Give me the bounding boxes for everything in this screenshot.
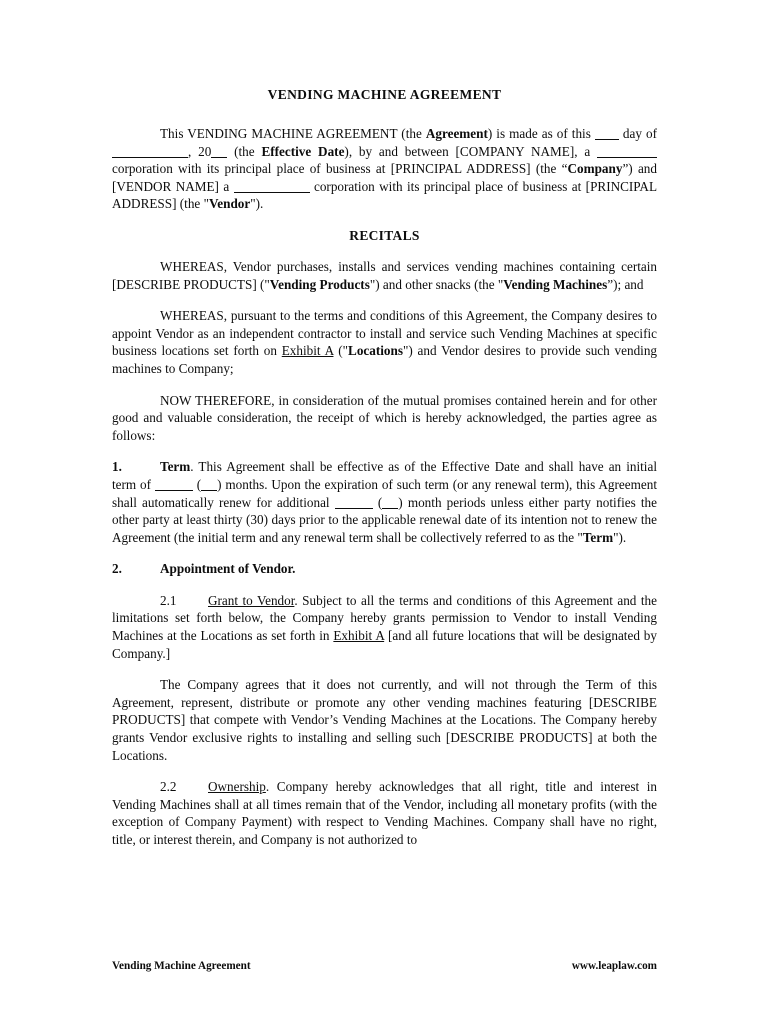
section-1-text-c: ) months. Upon the expiration of such term (or any renewal term), this Agreement shall automatically renew for additional xyxy=(112,476,657,510)
recital-2-tail: ") and Vendor desires to provide such vending machines to Company; xyxy=(112,343,658,376)
preamble-after-agreement: ) is made as of this xyxy=(487,126,595,141)
preamble-after-company: ”) and [VENDOR NAME] a xyxy=(112,161,657,194)
recitals-heading: RECITALS xyxy=(349,227,420,243)
preamble-lead: This VENDING MACHINE AGREEMENT (the xyxy=(160,126,426,141)
section-2-1-heading: Grant to Vendor xyxy=(208,592,295,608)
defined-term-vending-products: Vending Products xyxy=(269,276,370,292)
footer-website[interactable]: www.leaplaw.com xyxy=(571,960,657,972)
exhibit-a-reference[interactable]: Exhibit A xyxy=(281,343,334,359)
blank-renewal-term-field[interactable] xyxy=(335,508,373,509)
page-footer xyxy=(112,960,657,972)
footer-document-name: Vending Machine Agreement xyxy=(112,960,251,972)
now-therefore-tail: , in consideration of the mutual promises contained herein and for other good and valuable consideration, the receipt of which is hereby acknowledged, the parties agree as follows: xyxy=(112,392,657,443)
section-2-2-text-a: . Company hereby acknowledges that all right, title and interest in Vending Machines shall at all times remain that of the Vendor, including all monetary profits (with the exception of Company Payment) with respect to Vending Machines. Company shall have no right, title, or interest therein, and Company is not authorized to xyxy=(112,779,657,847)
defined-term-effective-date: Effective Date xyxy=(261,143,345,159)
blank-year-field[interactable] xyxy=(211,157,227,158)
section-1-text-f: "). xyxy=(613,529,627,545)
preamble-after-blank5: corporation with its principal place of business at [PRINCIPAL ADDRESS] (the " xyxy=(112,178,658,212)
section-1-number: 1. xyxy=(112,459,122,475)
blank-vendor-state-field[interactable] xyxy=(234,192,310,193)
section-2-1-text-a: . Subject to all the terms and conditions of this Agreement and the limitations set forth below, the Company hereby grants permission to Vendor to install Vending Machines at the Locations as set forth in xyxy=(112,592,658,644)
recital-paragraph-2 xyxy=(112,307,657,377)
defined-term-locations: Locations xyxy=(348,343,403,359)
blank-month-field[interactable] xyxy=(112,157,188,158)
blank-initial-term-field[interactable] xyxy=(155,490,193,491)
section-2-number: 2. xyxy=(112,561,122,577)
exclusivity-paragraph: The Company agrees that it does not currently, and will not through the Term of this Agreement, represent, distribute or promote any other vending machines featuring [DESCRIBE PRODUCTS] that compete with Vendor’s Vending Machines at the Locations. The Company hereby grants Vendor exclusive rights to installing and selling such [DESCRIBE PRODUCTS] at both the Locations. xyxy=(112,677,657,763)
section-2-2-number: 2.2 xyxy=(160,779,177,795)
recital-1-tail: ”); and xyxy=(607,276,644,292)
blank-company-state-field[interactable] xyxy=(597,157,657,158)
page-title: VENDING MACHINE AGREEMENT xyxy=(267,87,502,102)
preamble-after-vendor: "). xyxy=(250,196,264,212)
blank-initial-term-numeral-field[interactable] xyxy=(201,490,217,491)
preamble-after-blank1: day of xyxy=(618,126,657,141)
recital-2-middle: (" xyxy=(333,343,349,359)
blank-day-field[interactable] xyxy=(595,139,619,140)
section-1-term xyxy=(112,458,657,546)
blank-renewal-term-numeral-field[interactable] xyxy=(382,508,398,509)
now-therefore-lead: NOW THEREFORE xyxy=(160,392,272,408)
recital-1-lead: WHEREAS, Vendor purchases, installs and services vending machines containing certain [DESCRIBE PRODUCTS] (" xyxy=(112,258,657,292)
preamble-paragraph xyxy=(112,125,657,213)
section-2-2-ownership xyxy=(112,778,657,848)
section-2-1-text-b: [and all future locations that will be designated by Company.] xyxy=(112,628,657,661)
defined-term-agreement: Agreement xyxy=(425,126,488,141)
preamble-after-blank2: , 20 xyxy=(188,143,212,159)
section-1-text-b: ( xyxy=(192,476,202,492)
preamble-after-effective-date: ), by and between [COMPANY NAME], a xyxy=(344,143,597,159)
document-body xyxy=(112,86,657,863)
now-therefore-paragraph xyxy=(112,392,657,445)
defined-term-vending-machines: Vending Machines xyxy=(503,276,608,292)
section-2-1-number: 2.1 xyxy=(160,592,177,608)
section-2-1-grant xyxy=(112,592,657,662)
exhibit-a-reference-2[interactable]: Exhibit A xyxy=(333,628,385,644)
section-1-text-e: ) month periods unless either party notifies the other party at least thirty (30) days prior to the applicable renewal date of its intention not to renew the Agreement (the initial term and any renewal term shall be collectively referred to as the " xyxy=(112,494,657,545)
recital-1-middle: ") and other snacks (the " xyxy=(369,276,504,292)
defined-term-term: Term xyxy=(582,529,614,545)
defined-term-vendor: Vendor xyxy=(208,196,251,212)
preamble-after-blank4: corporation with its principal place of business at [PRINCIPAL ADDRESS] (the “ xyxy=(112,161,568,177)
recital-paragraph-1 xyxy=(112,258,657,293)
recital-2-lead: WHEREAS, pursuant to the terms and conditions of this Agreement, the Company desires to appoint Vendor as an independent contractor to install and service such Vending Machines at specific business locations set forth on xyxy=(112,308,657,359)
section-1-text-a: . This Agreement shall be effective as of the Effective Date and shall have an initial term of xyxy=(112,459,657,492)
section-2-2-heading: Ownership xyxy=(208,779,266,795)
section-1-text-d: ( xyxy=(372,494,383,510)
section-2-heading: Appointment of Vendor. xyxy=(160,561,296,577)
preamble-after-blank3: (the xyxy=(227,143,262,159)
section-2-appointment xyxy=(112,560,657,578)
defined-term-company: Company xyxy=(567,161,623,177)
section-1-heading: Term xyxy=(160,459,191,475)
